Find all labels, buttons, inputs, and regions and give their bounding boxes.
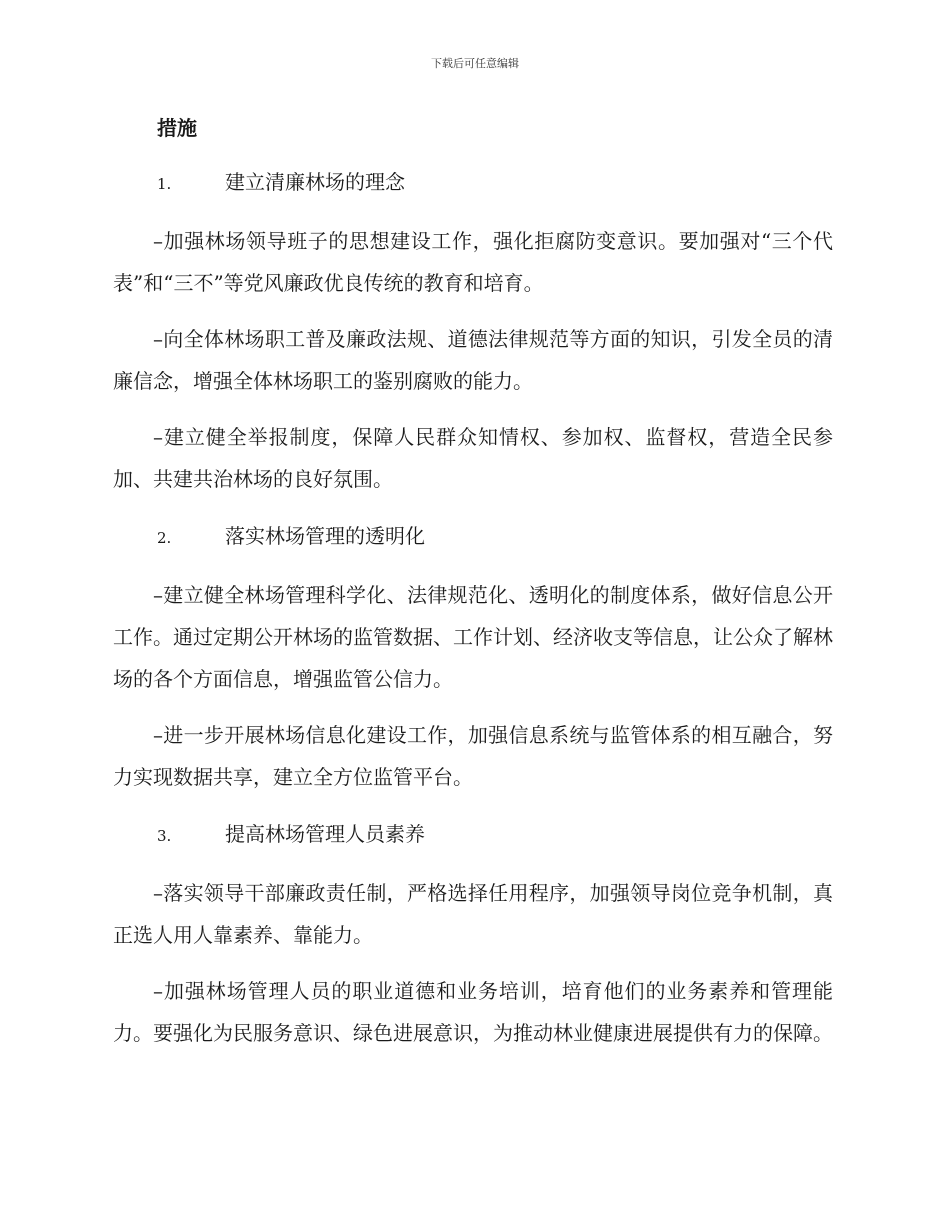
- measure-number: 2.: [157, 529, 172, 547]
- section-title: 措施: [157, 116, 197, 140]
- paragraph: –建立健全举报制度，保障人民群众知情权、参加权、监督权，营造全民参加、共建共治林场的良好氛围。: [113, 425, 833, 491]
- page-header-note: 下载后可任意编辑: [431, 57, 519, 70]
- measure-number: 1.: [157, 175, 172, 193]
- document-body: [113, 160, 833, 1068]
- measure-title: 提高林场管理人员素养: [225, 822, 425, 846]
- paragraph: –加强林场领导班子的思想建设工作，强化拒腐防变意识。要加强对“三个代表”和“三不”等党风廉政优良传统的教育和培育。: [113, 229, 833, 295]
- paragraph: –向全体林场职工普及廉政法规、道德法律规范等方面的知识，引发全员的清廉信念，增强全体林场职工的鉴别腐败的能力。: [113, 327, 833, 393]
- paragraph: –加强林场管理人员的职业道德和业务培训，培育他们的业务素养和管理能力。要强化为民服务意识、绿色进展意识，为推动林业健康进展提供有力的保障。: [113, 979, 833, 1045]
- measure-title: 落实林场管理的透明化: [225, 524, 425, 548]
- measure-item-1: [113, 160, 833, 500]
- measure-item-2: [113, 514, 833, 798]
- measure-heading: [113, 812, 833, 856]
- paragraph: –建立健全林场管理科学化、法律规范化、透明化的制度体系，做好信息公开工作。通过定期公开林场的监管数据、工作计划、经济收支等信息，让公众了解林场的各个方面信息，增强监管公信力。: [113, 583, 833, 691]
- paragraph: –进一步开展林场信息化建设工作，加强信息系统与监管体系的相互融合，努力实现数据共享，建立全方位监管平台。: [113, 723, 833, 789]
- measure-heading: [113, 160, 833, 204]
- measure-title: 建立清廉林场的理念: [225, 170, 405, 194]
- measure-item-3: [113, 812, 833, 1054]
- measure-number: 3.: [157, 827, 172, 845]
- paragraph: –落实领导干部廉政责任制，严格选择任用程序，加强领导岗位竞争机制，真正选人用人靠素养、靠能力。: [113, 881, 833, 947]
- measure-heading: [113, 514, 833, 558]
